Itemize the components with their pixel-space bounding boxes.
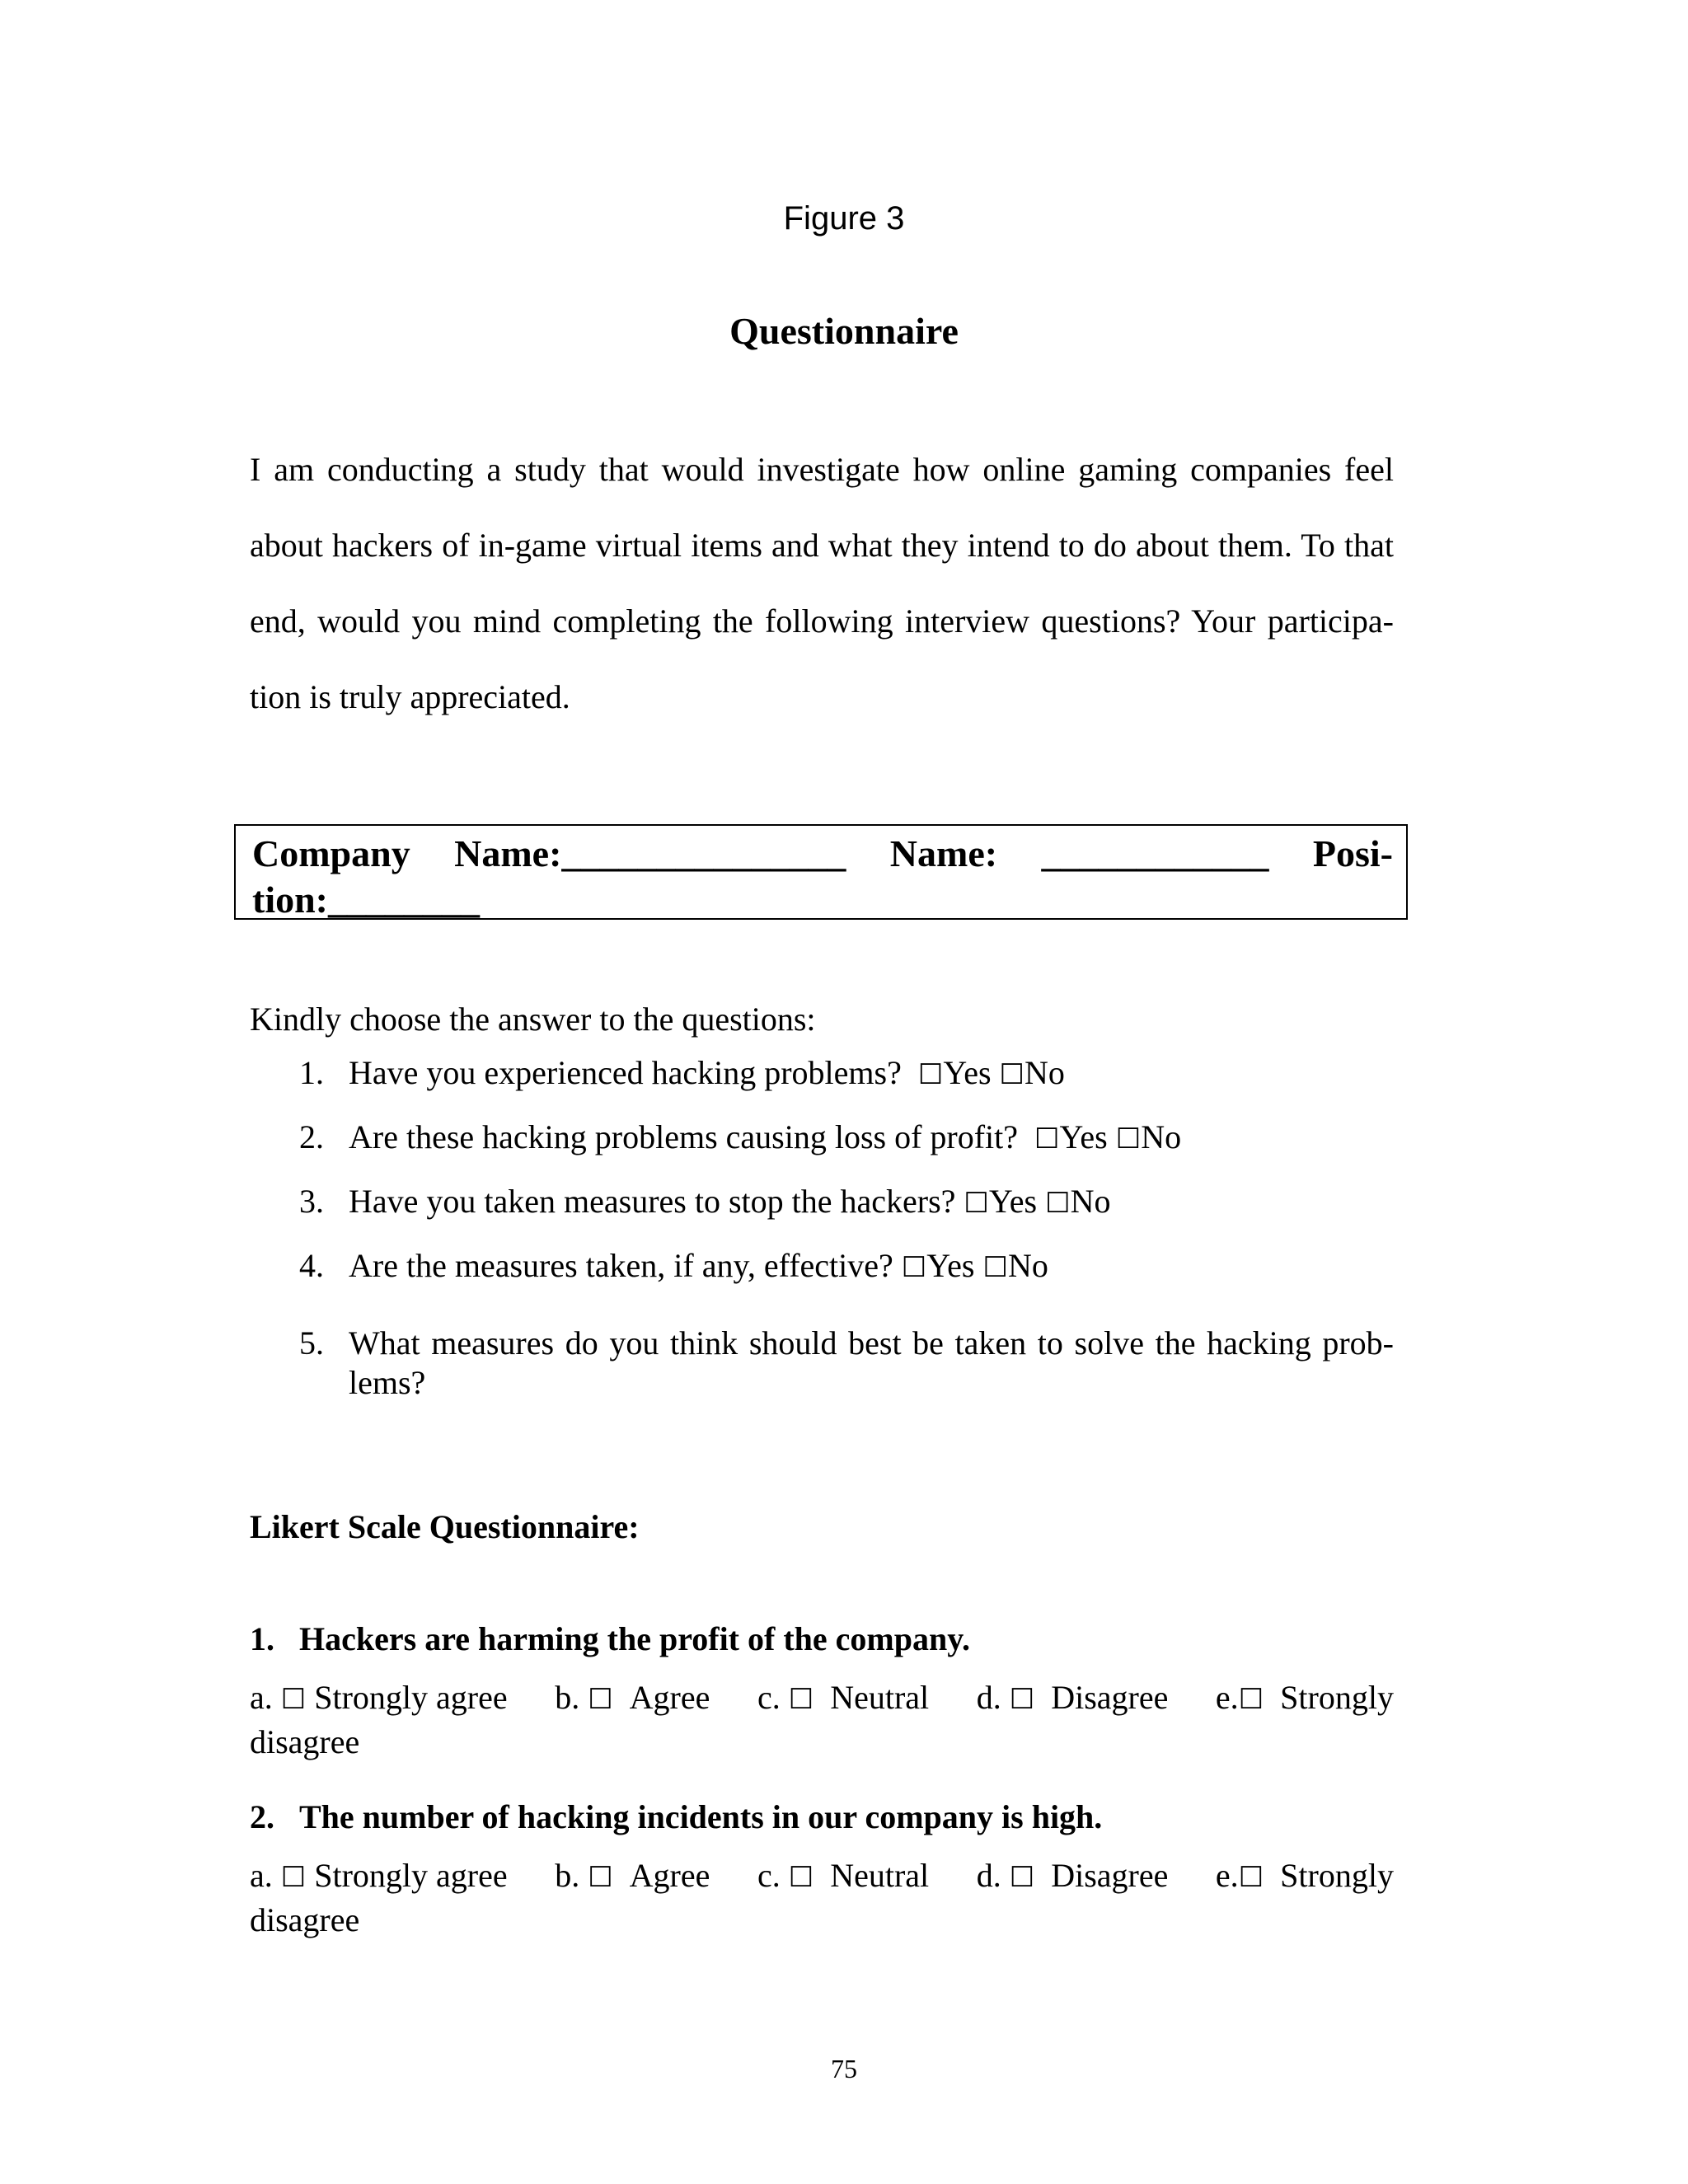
option-strongly-disagree[interactable] (1216, 1854, 1394, 1899)
question-item (250, 1182, 1394, 1223)
likert-statement-text: The number of hacking incidents in our company is high. (299, 1798, 1103, 1835)
no-checkbox[interactable]: ☐ (999, 1058, 1025, 1091)
no-label: No (1070, 1183, 1111, 1220)
checkbox[interactable]: ☐ (1238, 1861, 1264, 1894)
yes-checkbox[interactable]: ☐ (1034, 1122, 1060, 1155)
likert-options-row (250, 1676, 1394, 1721)
option-disagree[interactable] (977, 1854, 1169, 1899)
option-letter: a. (250, 1857, 273, 1894)
yes-label: Yes (926, 1247, 975, 1284)
option-label: Strongly (1280, 1679, 1394, 1716)
no-checkbox[interactable]: ☐ (1115, 1122, 1142, 1155)
option-letter: c. (757, 1857, 781, 1894)
option-label: Neutral (830, 1857, 930, 1894)
yes-label: Yes (943, 1054, 992, 1091)
option-agree[interactable] (555, 1676, 710, 1721)
respondent-info-box (234, 824, 1408, 920)
option-neutral[interactable] (757, 1676, 929, 1721)
question-number: 4. (299, 1247, 324, 1284)
checkbox[interactable]: ☐ (280, 1683, 307, 1716)
likert-statement (250, 1617, 1394, 1661)
no-label: No (1007, 1247, 1048, 1284)
option-neutral[interactable] (757, 1854, 929, 1899)
question-item (250, 1118, 1394, 1159)
likert-heading: Likert Scale Questionnaire: (250, 1508, 640, 1545)
likert-number: 2. (250, 1798, 274, 1835)
question-text: Are the measures taken, if any, effective? (349, 1247, 893, 1284)
question-text: Have you experienced hacking problems? (349, 1054, 902, 1091)
question-text-row (349, 1118, 1394, 1159)
question-item (250, 1324, 1394, 1403)
option-label: Strongly (1280, 1857, 1394, 1894)
checkbox[interactable]: ☐ (1238, 1683, 1264, 1716)
question-text: Are these hacking problems causing loss of profit? (349, 1118, 1019, 1155)
yes-label: Yes (1059, 1118, 1108, 1155)
option-disagree[interactable] (977, 1676, 1169, 1721)
option-strongly-disagree[interactable] (1216, 1676, 1394, 1721)
no-label: No (1141, 1118, 1182, 1155)
checkbox[interactable]: ☐ (588, 1861, 613, 1894)
likert-statement (250, 1795, 1394, 1840)
likert-statement-text: Hackers are harming the profit of the company. (299, 1620, 971, 1657)
option-label: Strongly agree (314, 1679, 508, 1716)
question-text-row (349, 1053, 1394, 1094)
no-label: No (1025, 1054, 1065, 1091)
intro-paragraph: I am conducting a study that would investigate how online gaming companies feel about hackers of in-game virtual items and what they intend to do about them. To that end, would you mind completing the following interview questions? Your participa-tion is truly appreciated. (250, 451, 1394, 715)
option-letter: b. (555, 1679, 580, 1716)
name-field[interactable]: ____________ (1041, 832, 1269, 874)
question-number: 2. (299, 1118, 324, 1155)
option-label: Neutral (830, 1679, 930, 1716)
question-text: Have you taken measures to stop the hackers? (349, 1183, 956, 1220)
yes-checkbox[interactable]: ☐ (964, 1187, 989, 1220)
option-letter: e. (1215, 1679, 1239, 1716)
question-text-row (349, 1182, 1394, 1223)
option-letter: a. (250, 1679, 273, 1716)
option-letter: d. (976, 1679, 1001, 1716)
company-name-field[interactable]: Name:_______________ (454, 832, 846, 874)
question-item (250, 1246, 1394, 1287)
yes-checkbox[interactable]: ☐ (901, 1251, 927, 1284)
checkbox[interactable]: ☐ (788, 1861, 814, 1894)
position-field[interactable]: tion:________ (252, 879, 480, 921)
yes-label: Yes (988, 1183, 1038, 1220)
likert-options (250, 1676, 1394, 1764)
question-number: 5. (299, 1324, 324, 1361)
figure-label: Figure 3 (783, 200, 905, 237)
option-label-continued: disagree (250, 1901, 360, 1938)
checkbox[interactable]: ☐ (1009, 1861, 1035, 1894)
option-strongly-agree[interactable] (250, 1854, 508, 1899)
option-letter: d. (976, 1857, 1001, 1894)
page-number: 75 (831, 2054, 857, 2083)
option-label-continued: disagree (250, 1723, 360, 1760)
question-text-row (349, 1246, 1394, 1287)
checkbox[interactable]: ☐ (588, 1683, 613, 1716)
question-number: 3. (299, 1183, 324, 1220)
position-label: Posi- (1312, 832, 1393, 874)
option-label: Agree (629, 1679, 710, 1716)
option-strongly-agree[interactable] (250, 1676, 508, 1721)
option-label: Agree (629, 1857, 710, 1894)
company-label: Company (252, 832, 410, 874)
option-label: Disagree (1051, 1857, 1169, 1894)
option-letter: b. (555, 1857, 580, 1894)
question-list (250, 1053, 1394, 1403)
likert-number: 1. (250, 1620, 274, 1657)
checkbox[interactable]: ☐ (788, 1683, 814, 1716)
respondent-info-row (252, 831, 1393, 877)
no-checkbox[interactable]: ☐ (982, 1251, 1008, 1284)
question-number: 1. (299, 1054, 324, 1091)
option-agree[interactable] (555, 1854, 710, 1899)
question-text: What measures do you think should best be taken to solve the hacking prob-lems? (349, 1324, 1394, 1401)
option-letter: c. (757, 1679, 781, 1716)
name-label: Name: (889, 832, 998, 874)
instruction-text: Kindly choose the answer to the questions: (250, 1001, 816, 1038)
checkbox[interactable]: ☐ (1009, 1683, 1035, 1716)
likert-options-row (250, 1854, 1394, 1899)
option-label: Disagree (1051, 1679, 1169, 1716)
question-item (250, 1053, 1394, 1094)
option-letter: e. (1215, 1857, 1239, 1894)
option-label: Strongly agree (314, 1857, 508, 1894)
likert-options (250, 1854, 1394, 1942)
checkbox[interactable]: ☐ (280, 1861, 307, 1894)
yes-checkbox[interactable]: ☐ (917, 1058, 944, 1091)
no-checkbox[interactable]: ☐ (1045, 1187, 1071, 1220)
page-title: Questionnaire (729, 310, 959, 352)
